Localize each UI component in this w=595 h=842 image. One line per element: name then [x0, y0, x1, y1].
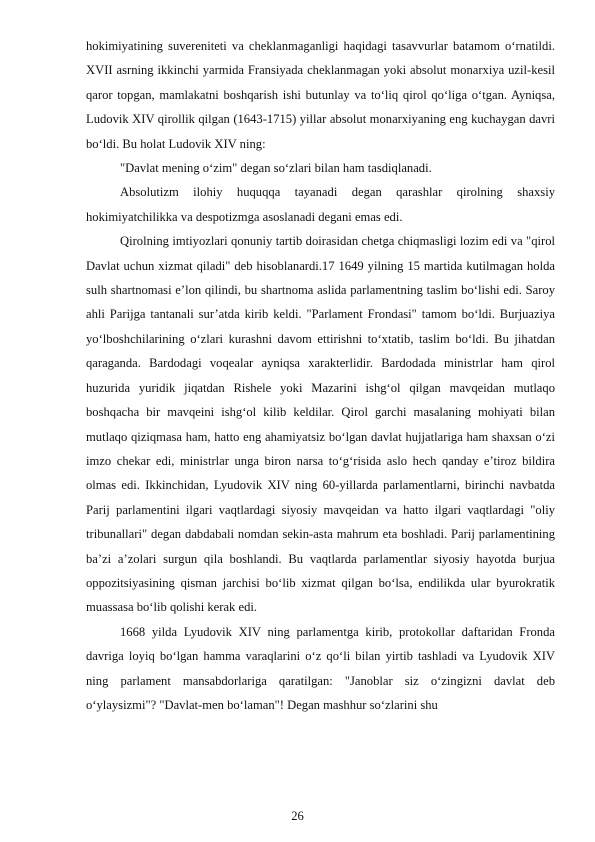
page-number: 26 [291, 809, 304, 823]
paragraph-5: 1668 yilda Lyudovik XIV ning parlamentga kirib, protokollar daftaridan Fronda davriga loyiq bo‘lgan hamma varaqlarini o‘z qo‘li bilan yirtib tashladi va Lyudovik XIV ning parlament mansabdorlariga qaratilgan: "Janoblar siz o‘zingizni davlat deb o‘ylaysizmi"? "Davlat-men bo‘laman"! Degan mashhur so‘zlarini shu [86, 624, 555, 712]
paragraph-2: "Davlat mening o‘zim" degan so‘zlari bilan ham tasdiqlanadi. [120, 161, 432, 176]
paragraph-3: Absolutizm ilohiy huquqqa tayanadi degan qarashlar qirolning shaxsiy hokimiyatchilikka va despotizmga asoslanadi degani emas edi. [86, 185, 555, 224]
document-page [86, 34, 555, 717]
paragraph-1: hokimiyatining suvereniteti va cheklanmaganligi haqidagi tasavvurlar batamom o‘rnatildi. XVII asrning ikkinchi yarmida Fransiyada cheklanmagan yoki absolut monarxiya uzil-kesil qaror topgan, mamlakatni boshqarish ishi butunlay va to‘liq qirol qo‘liga o‘tgan. Ayniqsa, Ludovik XIV qirollik qilgan (1643-1715) yillar absolut monarxiyaning eng kuchaygan davri bo‘ldi. Bu holat Ludovik XIV ning: [86, 39, 555, 151]
paragraph-4: Qirolning imtiyozlari qonuniy tartib doirasidan chetga chiqmasligi lozim edi va "qirol Davlat uchun xizmat qiladi" deb hisoblanardi.17 1649 yilning 15 martida kutilmagan holda sulh shartnomasi e’lon qilindi, bu shartnoma aslida parlamentning taslim bo‘lishi edi. Saroy ahli Parijga tantanali sur’atda kirib keldi. "Parlament Frondasi" tamom bo‘ldi. Burjuaziya yo‘lboshchilarining o‘zlari kurashni davom ettirishni to‘xtatib, taslim bo‘ldi. Bu jihatdan qaraganda. Bardodagi voqealar ayniqsa xarakterlidir. Bardodada ministrlar ham qirol huzurida yuridik jiqatdan Rishele yoki Mazarini ishg‘ol qilgan mavqeidan mutlaqo boshqacha bir mavqeini ishg‘ol kilib keldilar. Qirol garchi masalaning mohiyati bilan mutlaqo qiziqmasa ham, hatto eng ahamiyatsiz bo‘lgan davlat hujjatlariga ham shaxsan o‘zi imzo chekar edi, ministrlar unga biron narsa to‘g‘risida aslo hech qanday e’tiroz bildira olmas edi. Ikkinchidan, Lyudovik XIV ning 60-yillarda parlamentlarni, birinchi navbatda Parij parlamentini ilgari vaqtlardagi siyosiy mavqeidan va hatto ilgari vaqtlardagi "oliy tribunallari" degan dabdabali nomdan sekin-asta mahrum eta boshladi. Parij parlamentining ba’zi a’zolari surgun qila boshlandi. Bu vaqtlarda parlamentlar siyosiy hayotda burjua oppozitsiyasining qisman jarchisi bo‘lib xizmat qilgan bo‘lsa, endilikda ular byurokratik muassasa bo‘lib qolishi kerak edi. [86, 234, 555, 615]
